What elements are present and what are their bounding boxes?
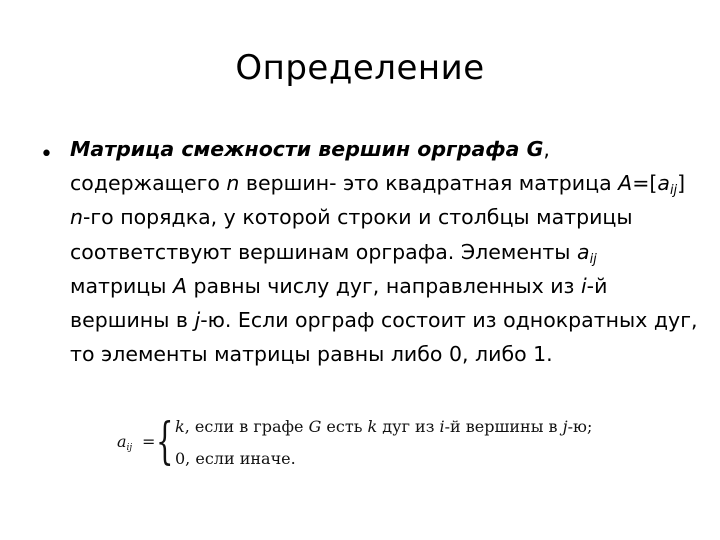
- bullet-marker: •: [40, 142, 53, 167]
- text-part: ]: [677, 171, 686, 196]
- formula-brace: {: [156, 412, 174, 470]
- var-k: k: [175, 417, 185, 436]
- var-j: j: [194, 308, 201, 333]
- formula-case-2: 0, если иначе.: [175, 449, 296, 468]
- formula-text: есть: [321, 417, 368, 436]
- formula-text: дуг из: [377, 417, 440, 436]
- formula-text: -й вершины в: [444, 417, 563, 436]
- text-part: матрицы: [70, 273, 173, 298]
- var-j: j: [562, 417, 568, 436]
- subscript-ij: ij: [669, 183, 678, 199]
- var-a-matrix: A: [172, 273, 187, 298]
- formula-lhs: [117, 432, 132, 453]
- text-part: равны числу дуг, направленных из: [187, 273, 581, 298]
- subscript-ij: ij: [589, 251, 597, 267]
- var-n: n: [226, 171, 240, 196]
- text-part: -го порядка, у которой строки и столбцы матрицы соответствуют вершинам орграфа. Элементы: [70, 205, 633, 264]
- text-part: -ю. Если орграф состоит из однократных дуг, то элементы матрицы равны либо 0, либо 1.: [70, 308, 698, 367]
- text-part: , содержащего: [70, 137, 550, 196]
- var-a-elem: a: [657, 171, 670, 196]
- defined-term: Матрица смежности вершин орграфа G: [70, 137, 544, 161]
- text-part: вершин- это квадратная матрица: [239, 171, 619, 196]
- adjacency-formula: [115, 413, 635, 473]
- var-G: G: [308, 417, 322, 436]
- formula-text: -ю;: [567, 417, 593, 436]
- formula-equals: =: [142, 432, 156, 451]
- var-i: i: [580, 273, 587, 298]
- var-a-matrix: A: [618, 171, 633, 196]
- definition-paragraph: [70, 132, 698, 371]
- text-part: -й вершины в: [70, 273, 608, 333]
- text-part: =[: [632, 171, 658, 196]
- slide-title: Определение: [235, 48, 485, 88]
- var-k: k: [367, 417, 378, 436]
- formula-lhs-subscript: ij: [126, 443, 133, 453]
- formula-case-1: [175, 417, 592, 436]
- var-i: i: [439, 417, 445, 436]
- var-a-elem: a: [577, 239, 590, 264]
- var-n: n: [70, 205, 83, 230]
- formula-text: , если в графе: [184, 417, 309, 436]
- formula-lhs-symbol: a: [117, 432, 127, 451]
